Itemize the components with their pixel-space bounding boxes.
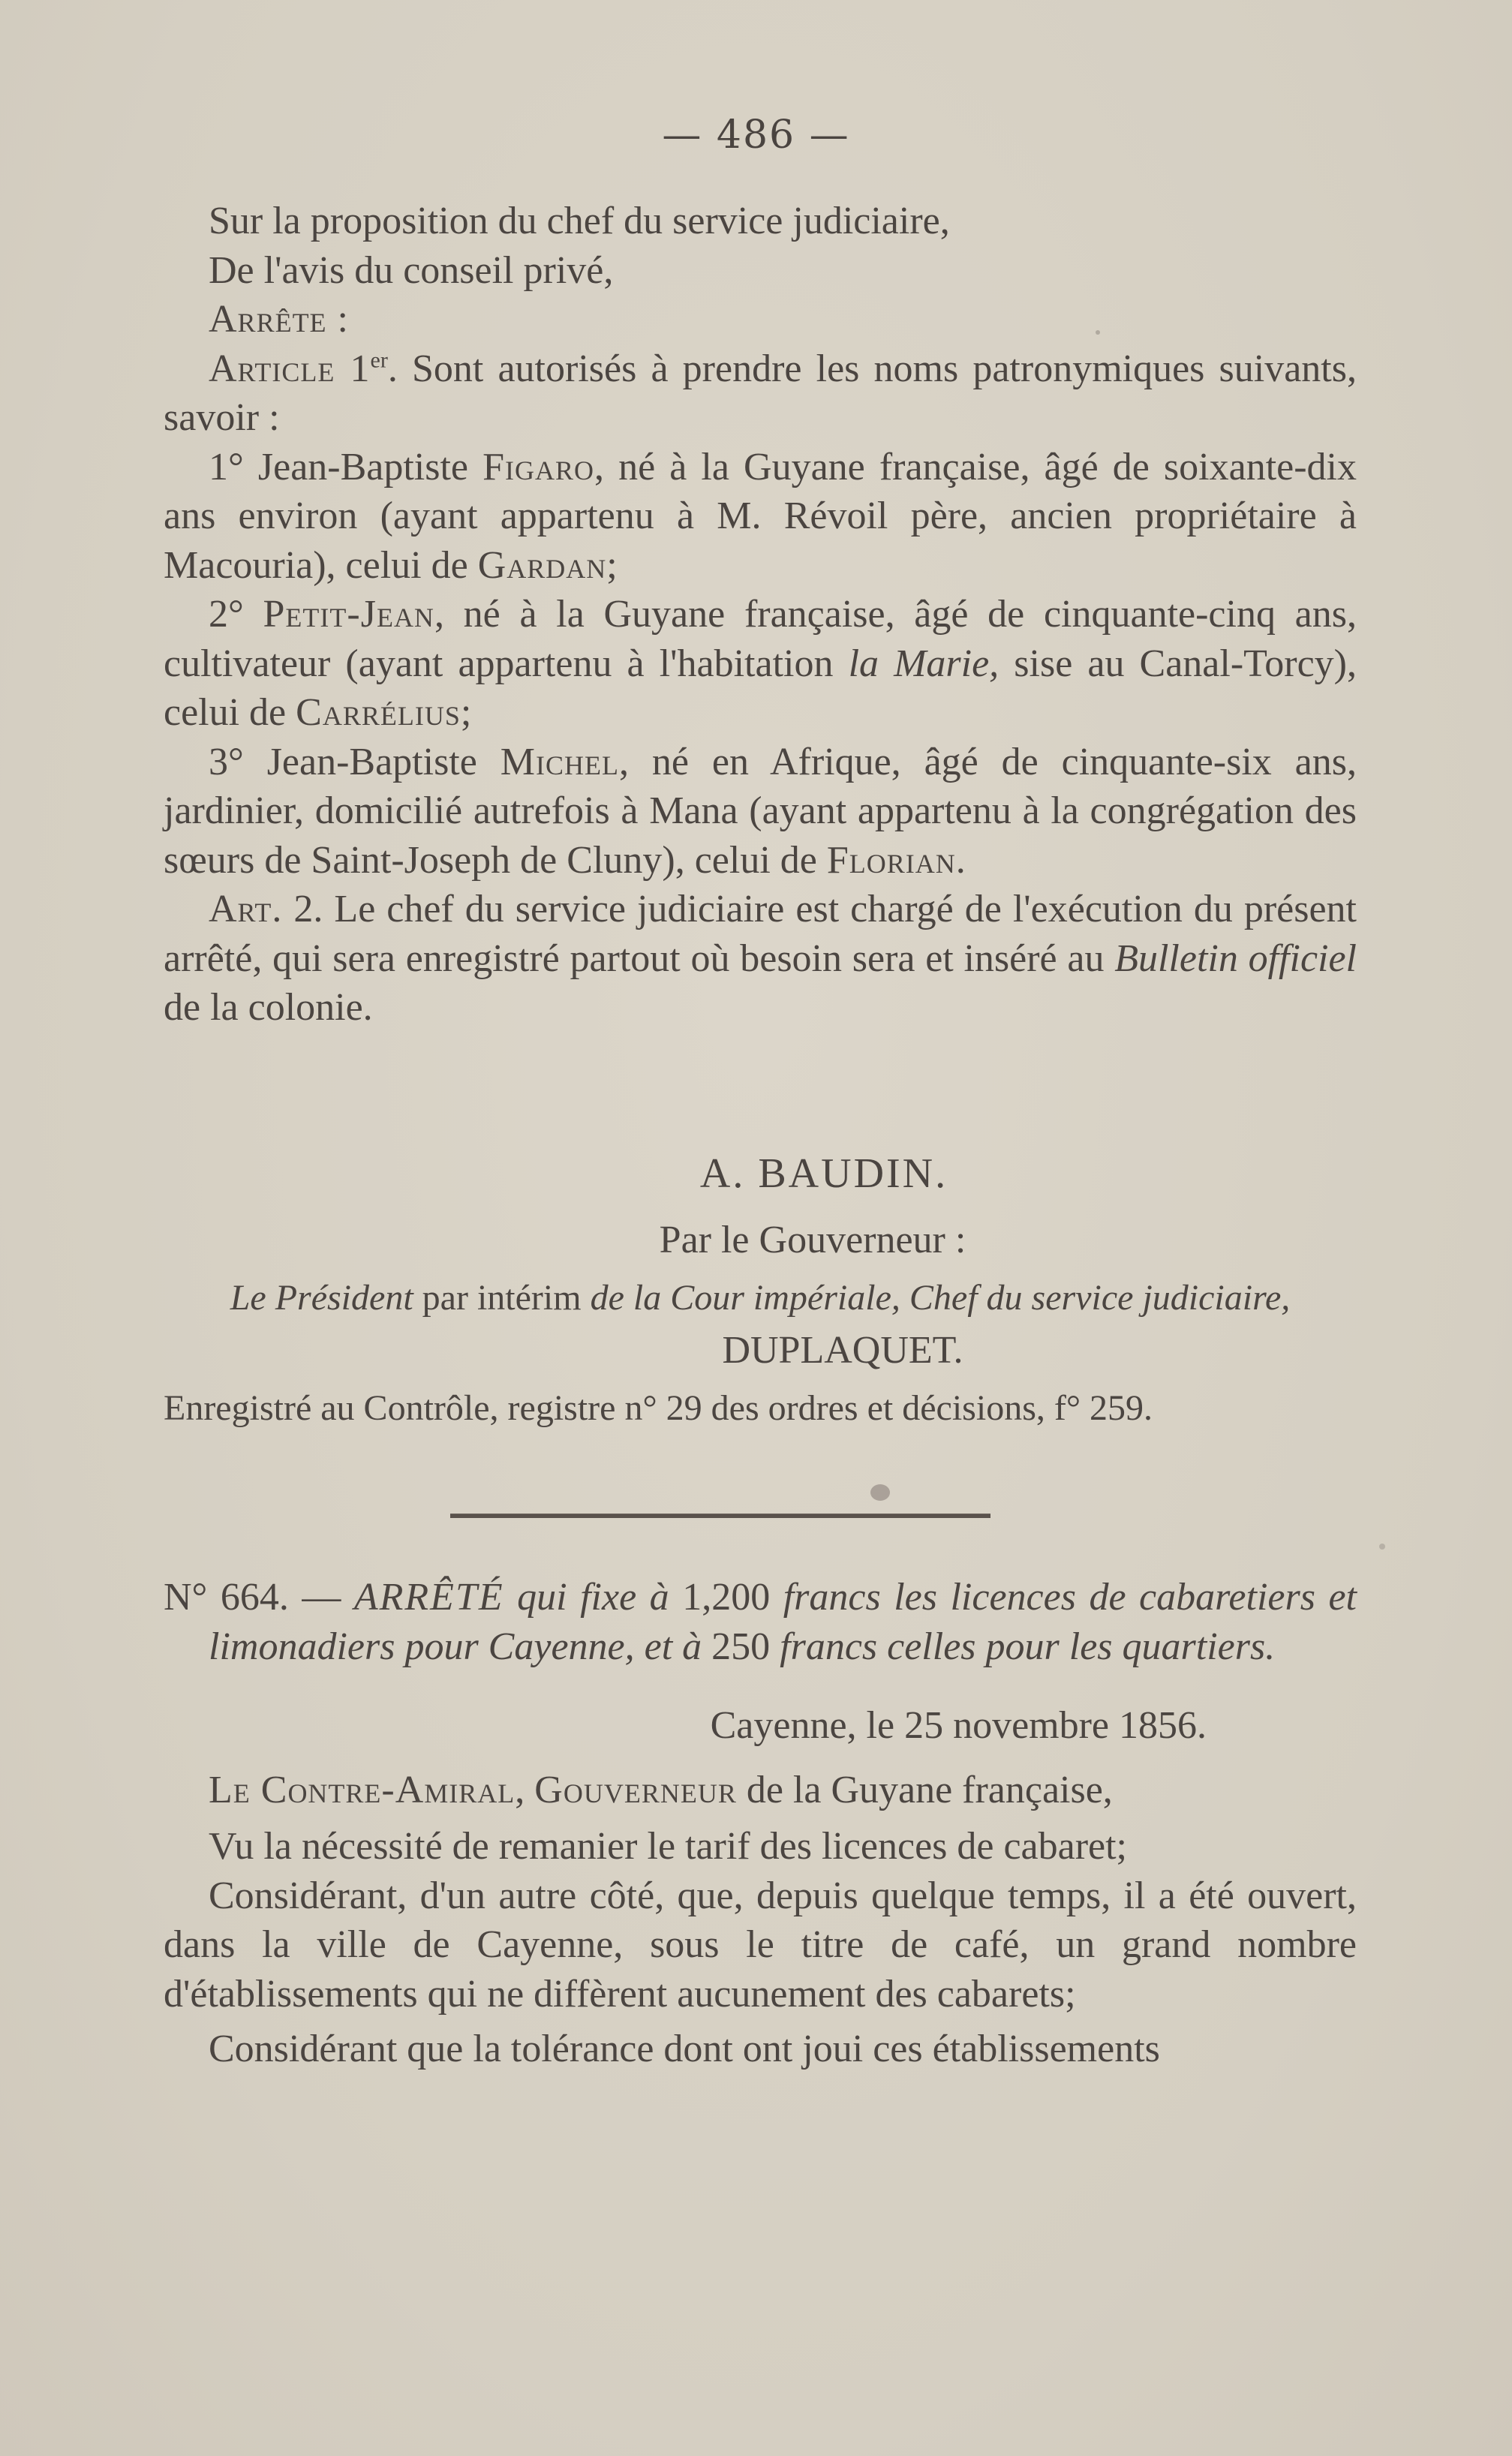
par-le-gouverneur: Par le Gouverneur : (659, 1218, 966, 1261)
ink-speck (1096, 330, 1100, 335)
item-2-prefix: 2° (209, 593, 263, 636)
article-1 (164, 344, 1357, 443)
governor-comma: , (515, 1768, 535, 1811)
item-2-new-name: Carrélius (296, 691, 461, 734)
enregistre-line: Enregistré au Contrôle, registre n° 29 des ordres et décisions, f° 259. (164, 1388, 1153, 1428)
article-1-sup: er (370, 347, 388, 373)
arrete-664 (164, 1573, 1357, 2074)
item-1-prefix: 1° Jean-Baptiste (209, 445, 483, 488)
article-1-text: . Sont autorisés à prendre les noms patronymiques suivants, savoir : (164, 347, 1357, 439)
amount-1200: 1,200 (682, 1576, 771, 1619)
title-part-3: francs celles pour les quartiers. (770, 1625, 1276, 1668)
item-3-new-name: Florian (826, 838, 956, 882)
considerant-2: Considérant que la tolérance dont ont joui ces établissements (209, 2028, 1160, 2070)
arrete-664-title (164, 1573, 1357, 1671)
arrete-word: ARRÊTÉ (353, 1576, 504, 1619)
article-2 (164, 885, 1357, 1033)
signature-duplaquet: DUPLAQUET. (722, 1328, 963, 1372)
preamble-line-2: De l'avis du conseil privé, (209, 248, 614, 292)
item-1 (164, 443, 1357, 591)
article-2-label: Art. (209, 888, 283, 930)
governor-text: de la Guyane française, (736, 1768, 1113, 1811)
item-2-text: , né à la Guyane française, âgé de cinquante-cinq ans, cultivateur (ayant appartenu à l'habitation (164, 593, 1357, 685)
item-3-prefix: 3° Jean-Baptiste (209, 740, 500, 783)
arrete-number: N° 664. — (164, 1576, 354, 1619)
president-interim: par intérim (413, 1278, 591, 1318)
section-divider (450, 1514, 990, 1518)
item-2-text-2: sise au Canal-Torcy), celui de (164, 642, 1357, 734)
president-line (149, 1273, 1372, 1323)
signature-block (164, 1150, 1357, 1433)
item-1-new-name: Gardan (477, 543, 607, 587)
title-part-1: qui fixe à (503, 1576, 683, 1619)
item-3 (164, 738, 1357, 885)
preamble-line-1: Sur la proposition du chef du service judiciaire, (209, 200, 950, 242)
item-2-place: la Marie, (848, 642, 999, 685)
ink-speck (870, 1484, 890, 1501)
signature-baudin: A. BAUDIN. (699, 1150, 948, 1197)
article-2-text: 2. Le chef du service judiciaire est chargé de l'exécution du présent arrêté, qui sera enregistré partout où besoin sera et inséré au (164, 888, 1357, 980)
ink-speck (1379, 1544, 1385, 1550)
page-number: — 486 — (662, 113, 850, 158)
vu-line: Vu la nécessité de remanier le tarif des licences de cabaret; (209, 1825, 1128, 1868)
president-title: Le Président (230, 1278, 413, 1318)
bulletin-officiel: Bulletin officiel (1114, 936, 1357, 980)
article-1-label: Article 1 (209, 347, 371, 390)
item-1-end: ; (606, 543, 618, 587)
arrete-heading: Arrête : (209, 298, 349, 341)
gouverneur: Gouverneur (534, 1768, 737, 1811)
item-3-text: , né en Afrique, âgé de cinquante-six ans, jardinier, domicilié autrefois à Mana (ayant appartenu à la congrégation des sœurs de Saint-Joseph de Cluny), celui de (164, 740, 1357, 882)
item-2-end: ; (460, 691, 472, 734)
governor-line (164, 1766, 1357, 1815)
title-part-2: francs les licences de cabaretiers et limonadiers pour Cayenne, et à (209, 1576, 1357, 1668)
article-2-end: de la colonie. (164, 986, 373, 1029)
item-3-end: . (955, 838, 966, 882)
contre-amiral: Le Contre-Amiral (209, 1768, 516, 1811)
item-1-name: Figaro (482, 445, 595, 488)
president-court: de la Cour impériale, Chef du service judiciaire, (590, 1278, 1291, 1318)
item-3-name: Michel (500, 740, 619, 783)
considerant-1: Considérant, d'un autre côté, que, depuis quelque temps, il a été ouvert, dans la ville de Cayenne, sous le titre de café, un grand nombre d'établissements qui ne diffèrent aucunement des cabarets; (164, 1874, 1357, 2016)
item-2-name: Petit-Jean (263, 593, 434, 636)
item-1-text: , né à la Guyane française, âgé de soixante-dix ans environ (ayant appartenu à M. Révoil père, ancien propriétaire à Macouria), celui de (164, 445, 1357, 587)
date-line: Cayenne, le 25 novembre 1856. (710, 1704, 1207, 1747)
amount-250: 250 (711, 1625, 771, 1668)
item-2 (164, 590, 1357, 738)
arrete-body-1 (164, 197, 1357, 1033)
